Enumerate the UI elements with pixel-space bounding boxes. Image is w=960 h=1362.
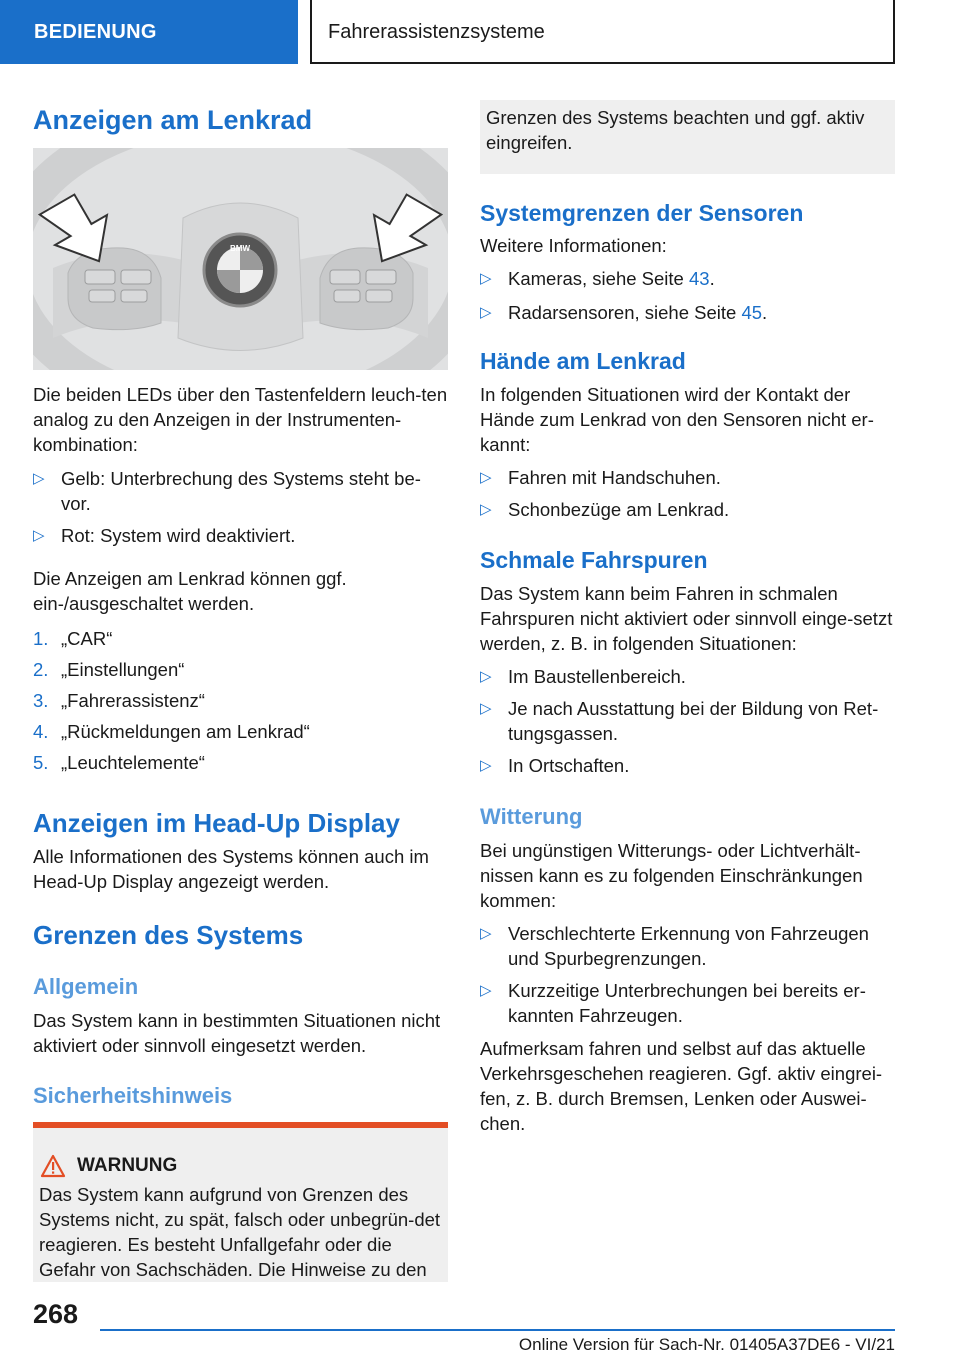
paragraph-leds: Die beiden LEDs über den Tastenfeldern leuch-ten analog zu den Anzeigen in der Instrumenten-kombination: [33, 384, 448, 455]
page-number: 268 [33, 1299, 79, 1329]
paragraph-hud: Alle Informationen des Systems können auch im Head-Up Display angezeigt werden. [33, 846, 429, 892]
triangle-bullet-icon: ▷ [480, 304, 492, 321]
paragraph-weather: Bei ungünstigen Witterungs- oder Lichtverhält-nissen kann es zu folgenden Einschränkungen kommen: [480, 840, 863, 911]
hand-list [480, 465, 895, 522]
heading-lanes: Schmale Fahrspuren [480, 547, 708, 573]
footer-divider [100, 1329, 895, 1331]
heading-hud: Anzeigen im Head-Up Display [33, 808, 400, 838]
list-item: 3. „Fahrerassistenz“ [33, 690, 205, 711]
list-item: ▷ In Ortschaften. [480, 755, 630, 776]
steering-wheel-illustration [33, 148, 448, 370]
triangle-bullet-icon: ▷ [480, 270, 492, 287]
triangle-bullet-icon: ▷ [480, 982, 492, 999]
list-item: ▷ Radarsensoren, siehe Seite 45. [480, 302, 768, 323]
steering-wheel-icon [33, 148, 448, 370]
warning-heading [39, 1154, 177, 1178]
list-item: ▷ Im Baustellenbereich. [480, 666, 686, 687]
chapter-tab: BEDIENUNG [0, 0, 298, 64]
paragraph-toggle: Die Anzeigen am Lenkrad können ggf. ein-/ausgeschaltet werden. [33, 568, 347, 614]
paragraph-hands: In folgenden Situationen wird der Kontakt der Hände zum Lenkrad von den Sensoren nicht er-kannt: [480, 384, 874, 455]
list-item: ▷ Schonbezüge am Lenkrad. [480, 499, 730, 520]
triangle-bullet-icon: ▷ [33, 527, 45, 544]
paragraph-sensors: Weitere Informationen: [480, 235, 667, 256]
warning-triangle-icon [39, 1154, 67, 1178]
triangle-bullet-icon: ▷ [480, 501, 492, 518]
warning-box [33, 1122, 448, 1282]
triangle-bullet-icon: ▷ [480, 925, 492, 942]
heading-general: Allgemein [33, 974, 139, 999]
heading-limits: Grenzen des Systems [33, 920, 304, 950]
led-list [33, 466, 448, 548]
list-item: ▷ Rot: System wird deaktiviert. [33, 525, 296, 546]
right-column [480, 100, 895, 1200]
heading-display-steering: Anzeigen am Lenkrad [33, 105, 313, 135]
list-item: ▷ Kurzzeitige Unterbrechungen bei bereits er-kannten Fahrzeugen. [480, 980, 866, 1026]
list-item: ▷ Verschlechterte Erkennung von Fahrzeugen und Spurbegrenzungen. [480, 923, 869, 969]
list-item: ▷ Je nach Ausstattung bei der Bildung von Ret-tungsgassen. [480, 698, 879, 744]
steering-logo-text: BMW [230, 244, 250, 253]
warning-box-continued: Grenzen des Systems beachten und ggf. aktiv eingreifen. [480, 100, 895, 174]
page-link-cameras[interactable]: 43 [688, 268, 710, 289]
list-item: ▷ Gelb: Unterbrechung des Systems steht be-vor. [33, 468, 421, 514]
heading-hands: Hände am Lenkrad [480, 348, 686, 374]
paragraph-attention: Aufmerksam fahren und selbst auf das aktuelle Verkehrsgeschehen reagieren. Ggf. aktiv eingrei-fen, z. B. durch Bremsen, Lenken oder Auswei-chen. [480, 1038, 883, 1134]
list-item: 1. „CAR“ [33, 628, 113, 649]
list-item: 2. „Einstellungen“ [33, 659, 185, 680]
heading-weather: Witterung [480, 804, 583, 829]
triangle-bullet-icon: ▷ [480, 757, 492, 774]
heading-safety: Sicherheitshinweis [33, 1083, 233, 1108]
sensor-list [480, 266, 895, 325]
triangle-bullet-icon: ▷ [480, 700, 492, 717]
warning-text: Das System kann aufgrund von Grenzen des Systems nicht, zu spät, falsch oder unbegrün-det reagieren. Es besteht Unfallgefahr oder die Gefahr von Sachschäden. Die Hinweise zu den [39, 1184, 441, 1280]
paragraph-lanes: Das System kann beim Fahren in schmalen Fahrspuren nicht aktiviert oder sinnvoll einge-setzt werden, z. B. in folgenden Situationen: [480, 583, 893, 654]
list-item: ▷ Kameras, siehe Seite 43. [480, 268, 715, 289]
list-item: 4. „Rückmeldungen am Lenkrad“ [33, 721, 310, 742]
section-title: Fahrerassistenzsysteme [310, 0, 895, 64]
steps-list [33, 626, 448, 775]
weather-list [480, 921, 895, 1028]
triangle-bullet-icon: ▷ [480, 668, 492, 685]
footer-online-version: Online Version für Sach-Nr. 01405A37DE6 - VI/21 [518, 1335, 895, 1354]
left-column [33, 100, 448, 1290]
list-item: 5. „Leuchtelemente“ [33, 752, 205, 773]
triangle-bullet-icon: ▷ [480, 469, 492, 486]
page-link-radar[interactable]: 45 [741, 302, 763, 323]
paragraph-general: Das System kann in bestimmten Situationen nicht aktiviert oder sinnvoll eingesetzt werden. [33, 1010, 441, 1056]
triangle-bullet-icon: ▷ [33, 470, 45, 487]
list-item: ▷ Fahren mit Handschuhen. [480, 467, 721, 488]
heading-sensors: Systemgrenzen der Sensoren [480, 200, 804, 226]
warning-label: WARNUNG [77, 1155, 178, 1177]
lane-list [480, 664, 895, 778]
